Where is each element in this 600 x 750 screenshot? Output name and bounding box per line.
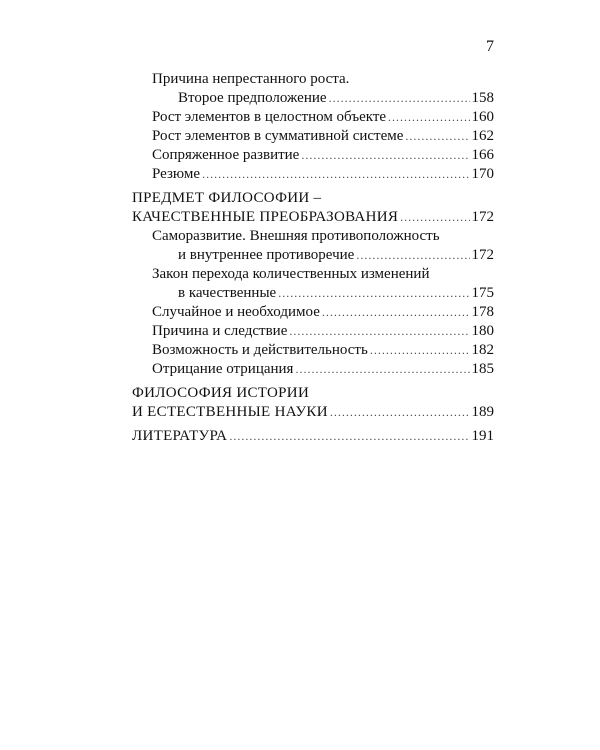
toc-entry-page: 180 [471,323,494,339]
toc-entry-page: 189 [471,404,494,420]
dot-leader [202,165,469,184]
dot-leader [356,246,469,265]
toc-entry [132,360,494,379]
dot-leader [301,146,469,165]
page-number: 7 [486,38,494,55]
dot-leader [405,127,469,146]
toc-entry-page: 172 [471,209,494,225]
toc-entry-title: Случайное и необходимое [152,304,320,320]
dot-leader [400,208,469,227]
toc-entry [132,227,494,246]
toc-entry [132,165,494,184]
toc-entry [132,108,494,127]
toc-section-heading [132,403,494,422]
toc-entry [132,303,494,322]
toc-entry-page: 160 [471,109,494,125]
toc-entry-page: 162 [471,128,494,144]
toc-entry-title: Рост элементов в целостном объекте [152,109,387,125]
toc-section-title: ПРЕДМЕТ ФИЛОСОФИИ – [132,190,322,206]
toc-entry-page: 166 [471,147,494,163]
table-of-contents [132,70,494,446]
toc-entry-title: и внутреннее противоречие [178,247,355,263]
toc-entry-page: 182 [471,342,494,358]
toc-section-title: КАЧЕСТВЕННЫЕ ПРЕОБРАЗОВАНИЯ [132,209,399,225]
toc-entry [132,341,494,360]
toc-entry-page: 185 [471,361,494,377]
toc-entry-title: Закон перехода количественных изменений [152,266,430,282]
toc-section-heading [132,189,494,208]
toc-section-heading [132,208,494,227]
dot-leader [278,284,469,303]
dot-leader [322,303,470,322]
toc-entry-title: Причина и следствие [152,323,288,339]
toc-section-title: И ЕСТЕСТВЕННЫЕ НАУКИ [132,404,328,420]
toc-entry-title: Рост элементов в суммативной системе [152,128,404,144]
dot-leader [370,341,470,360]
toc-section-heading [132,384,494,403]
toc-entry-title: Резюме [152,166,201,182]
toc-entry [132,265,494,284]
toc-entry [132,284,494,303]
toc-entry-title: Сопряженное развитие [152,147,300,163]
toc-entry-title: Второе предположение [178,90,327,106]
toc-section-heading [132,427,494,446]
toc-entry [132,146,494,165]
toc-entry-page: 170 [471,166,494,182]
toc-section-title: ЛИТЕРАТУРА [132,428,228,444]
toc-section-title: ФИЛОСОФИЯ ИСТОРИИ [132,385,310,401]
toc-entry-page: 175 [471,285,494,301]
toc-entry [132,246,494,265]
dot-leader [388,108,469,127]
toc-entry-page: 191 [471,428,494,444]
toc-entry-page: 158 [471,90,494,106]
dot-leader [330,403,470,422]
toc-entry-title: Причина непрестанного роста. [152,71,350,87]
toc-entry [132,322,494,341]
toc-entry-title: в качественные [178,285,277,301]
dot-leader [229,427,469,446]
toc-entry-title: Саморазвитие. Внешняя противоположность [152,228,440,244]
toc-entry [132,89,494,108]
toc-entry-title: Возможность и действительность [152,342,368,358]
dot-leader [295,360,469,379]
toc-entry-page: 172 [471,247,494,263]
toc-entry-page: 178 [471,304,494,320]
dot-leader [289,322,469,341]
toc-entry [132,127,494,146]
toc-entry [132,70,494,89]
dot-leader [329,89,470,108]
toc-entry-title: Отрицание отрицания [152,361,294,377]
